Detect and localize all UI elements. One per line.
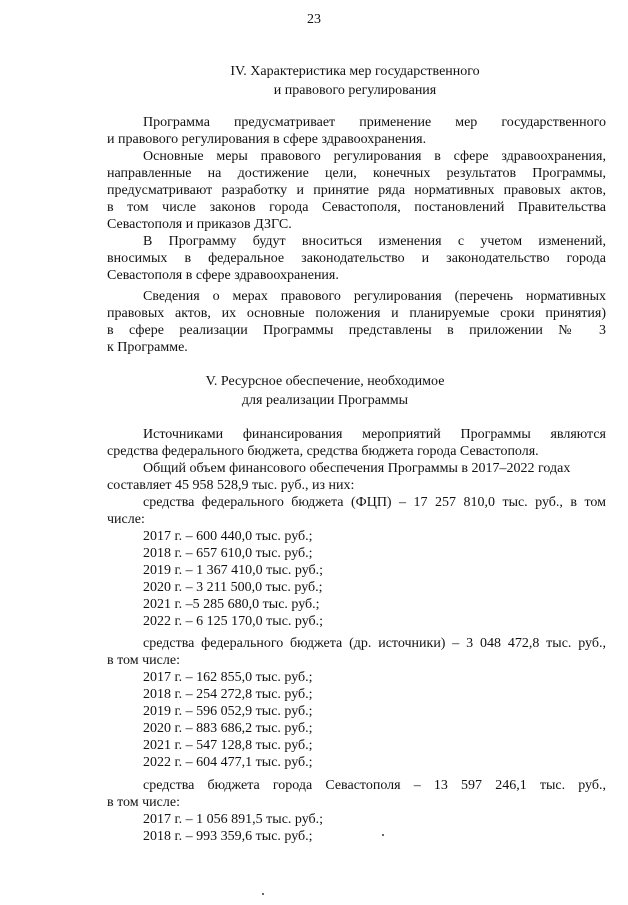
text-line: средства бюджета города Севастополя – 13 597 246,1 тыс. руб.,: [143, 778, 606, 793]
text-line: средства федерального бюджета, средства бюджета города Севастополя.: [107, 444, 539, 459]
section-4-heading: [70, 62, 628, 100]
list-item: 2018 г. – 993 359,6 тыс. руб.;: [143, 829, 313, 844]
text-line: вносимых в федеральное законодательство и законодательство города: [107, 251, 606, 266]
text-line: Основные меры правового регулирования в сфере здравоохранения,: [143, 149, 606, 164]
text-line: Сведения о мерах правового регулирования (перечень нормативных: [143, 289, 606, 304]
section-5-title-line-1: V. Ресурсное обеспечение, необходимое: [205, 374, 445, 389]
text-line: в том числе:: [107, 653, 180, 668]
text-line: в том числе законов города Севастополя, постановлений Правительства: [107, 200, 606, 215]
text-line: числе:: [107, 512, 145, 527]
list-item: 2020 г. – 3 211 500,0 тыс. руб.;: [143, 580, 323, 595]
text-line: Общий объем финансового обеспечения Программы в 2017–2022 годах: [143, 461, 571, 476]
list-item: 2019 г. – 596 052,9 тыс. руб.;: [143, 704, 313, 719]
section-5-title-line-2: для реализации Программы: [241, 393, 409, 408]
text-line: в том числе:: [107, 795, 180, 810]
list-item: 2017 г. – 600 440,0 тыс. руб.;: [143, 529, 313, 544]
list-item: 2018 г. – 657 610,0 тыс. руб.;: [143, 546, 313, 561]
list-item: 2017 г. – 162 855,0 тыс. руб.;: [143, 670, 313, 685]
text-line: средства федерального бюджета (ФЦП) – 17 257 810,0 тыс. руб., в том: [143, 495, 606, 510]
section-4-title-line-1: IV. Характеристика мер государственного: [230, 64, 480, 79]
text-line: предусматривают разработку и принятие ряда нормативных правовых актов,: [107, 183, 606, 198]
list-item: 2017 г. – 1 056 891,5 тыс. руб.;: [143, 812, 324, 827]
scan-speck: [262, 893, 264, 895]
text-line: средства федерального бюджета (др. источники) – 3 048 472,8 тыс. руб.,: [143, 636, 606, 651]
list-item: 2018 г. – 254 272,8 тыс. руб.;: [143, 687, 313, 702]
section-5-heading: [40, 372, 610, 410]
text-line: составляет 45 958 528,9 тыс. руб., из них:: [107, 478, 355, 493]
scan-speck: [382, 834, 384, 836]
list-item: 2022 г. – 604 477,1 тыс. руб.;: [143, 755, 313, 770]
list-item: 2020 г. – 883 686,2 тыс. руб.;: [143, 721, 313, 736]
text-line: и правового регулирования в сфере здравоохранения.: [107, 132, 427, 147]
text-line: Севастополя в сфере здравоохранения.: [107, 268, 339, 283]
text-line: В Программу будут вноситься изменения с учетом изменений,: [143, 234, 606, 249]
list-item: 2022 г. – 6 125 170,0 тыс. руб.;: [143, 614, 324, 629]
text-line: Источниками финансирования мероприятий Программы являются: [143, 427, 606, 442]
text-line: правовых актов, их основные положения и планируемые сроки принятия): [107, 306, 606, 321]
text-line: к Программе.: [107, 340, 188, 355]
list-item: 2019 г. – 1 367 410,0 тыс. руб.;: [143, 563, 324, 578]
text-line: Севастополя и приказов ДЗГС.: [107, 217, 292, 232]
text-line: Программа предусматривает применение мер государственного: [143, 115, 606, 130]
text-line: в сфере реализации Программы представлены в приложении № 3: [107, 323, 606, 338]
section-4-title-line-2: и правового регулирования: [273, 83, 437, 98]
list-item: 2021 г. – 547 128,8 тыс. руб.;: [143, 738, 313, 753]
page-number: 23: [307, 12, 321, 27]
list-item: 2021 г. –5 285 680,0 тыс. руб.;: [143, 597, 320, 612]
text-line: направленные на достижение цели, конечных результатов Программы,: [107, 166, 606, 181]
